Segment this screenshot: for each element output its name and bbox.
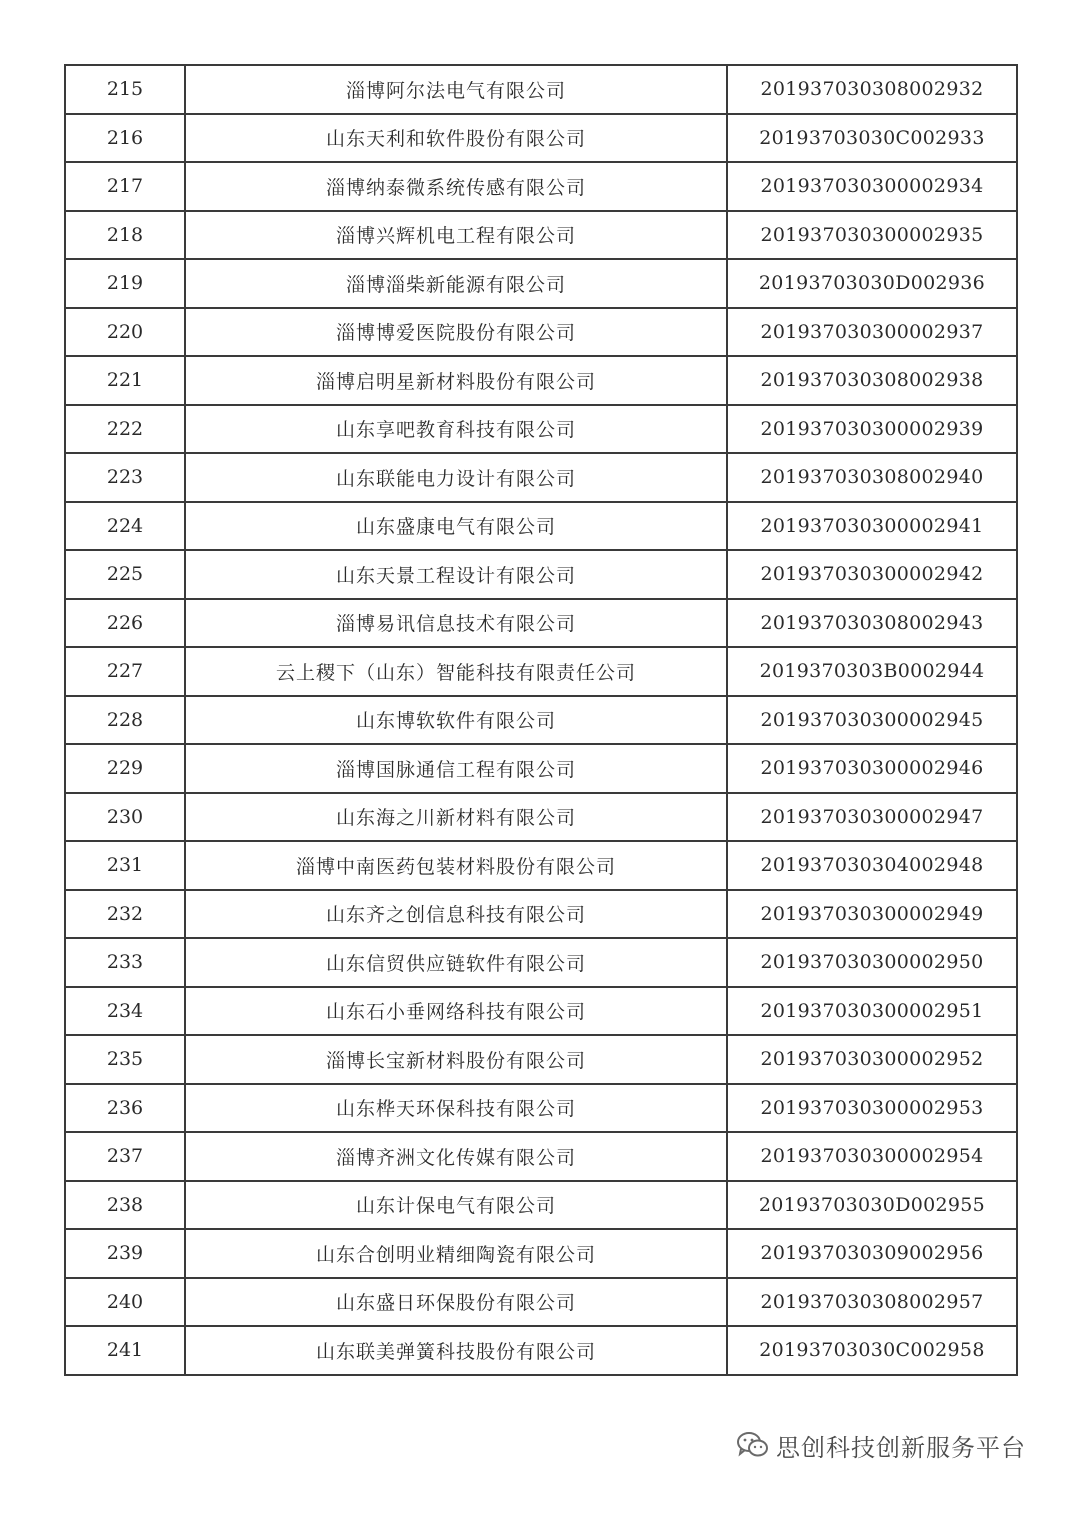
- registration-code: 201937030308002938: [727, 356, 1017, 405]
- table-row: [65, 793, 1017, 842]
- row-number: 228: [65, 696, 185, 745]
- registration-code: 201937030300002954: [727, 1132, 1017, 1181]
- table-row: [65, 259, 1017, 308]
- row-number: 230: [65, 793, 185, 842]
- row-number: 236: [65, 1084, 185, 1133]
- row-number: 219: [65, 259, 185, 308]
- table-row: [65, 890, 1017, 939]
- table-row: [65, 1035, 1017, 1084]
- registration-code: 201937030300002949: [727, 890, 1017, 939]
- row-number: 233: [65, 938, 185, 987]
- registration-code: 201937030300002934: [727, 162, 1017, 211]
- table-row: [65, 987, 1017, 1036]
- registration-code: 201937030309002956: [727, 1229, 1017, 1278]
- company-name: 淄博长宝新材料股份有限公司: [185, 1035, 727, 1084]
- registration-code: 201937030300002953: [727, 1084, 1017, 1133]
- company-name: 山东桦天环保科技有限公司: [185, 1084, 727, 1133]
- registration-code: 201937030308002932: [727, 65, 1017, 114]
- watermark: [736, 1428, 1026, 1462]
- company-name: 云上稷下（山东）智能科技有限责任公司: [185, 647, 727, 696]
- registration-code: 20193703030C002933: [727, 114, 1017, 163]
- company-name: 淄博纳泰微系统传感有限公司: [185, 162, 727, 211]
- row-number: 232: [65, 890, 185, 939]
- company-name: 山东博软软件有限公司: [185, 696, 727, 745]
- registration-code: 201937030300002946: [727, 744, 1017, 793]
- company-name: 山东石小垂网络科技有限公司: [185, 987, 727, 1036]
- table-row: [65, 356, 1017, 405]
- company-name: 山东享吧教育科技有限公司: [185, 405, 727, 454]
- company-name: 淄博国脉通信工程有限公司: [185, 744, 727, 793]
- row-number: 220: [65, 308, 185, 357]
- table-row: [65, 114, 1017, 163]
- table-row: [65, 1229, 1017, 1278]
- row-number: 225: [65, 550, 185, 599]
- table-row: [65, 162, 1017, 211]
- row-number: 231: [65, 841, 185, 890]
- registration-code: 20193703030C002958: [727, 1326, 1017, 1375]
- company-name: 淄博阿尔法电气有限公司: [185, 65, 727, 114]
- company-name: 山东合创明业精细陶瓷有限公司: [185, 1229, 727, 1278]
- table-row: [65, 211, 1017, 260]
- table-row: [65, 696, 1017, 745]
- company-name: 山东盛康电气有限公司: [185, 502, 727, 551]
- registration-code: 201937030304002948: [727, 841, 1017, 890]
- company-name: 淄博兴辉机电工程有限公司: [185, 211, 727, 260]
- registration-code: 201937030300002945: [727, 696, 1017, 745]
- registration-code: 201937030300002952: [727, 1035, 1017, 1084]
- registration-code: 201937030300002937: [727, 308, 1017, 357]
- row-number: 239: [65, 1229, 185, 1278]
- registration-code: 201937030300002942: [727, 550, 1017, 599]
- row-number: 221: [65, 356, 185, 405]
- table-row: [65, 550, 1017, 599]
- row-number: 222: [65, 405, 185, 454]
- company-name: 淄博中南医药包装材料股份有限公司: [185, 841, 727, 890]
- table-row: [65, 65, 1017, 114]
- company-name: 淄博齐洲文化传媒有限公司: [185, 1132, 727, 1181]
- company-name: 淄博易讯信息技术有限公司: [185, 599, 727, 648]
- registration-code: 201937030308002940: [727, 453, 1017, 502]
- table-row: [65, 1132, 1017, 1181]
- row-number: 217: [65, 162, 185, 211]
- table-row: [65, 841, 1017, 890]
- registration-code: 201937030300002941: [727, 502, 1017, 551]
- row-number: 235: [65, 1035, 185, 1084]
- watermark-text: 思创科技创新服务平台: [776, 1433, 1026, 1462]
- table-row: [65, 453, 1017, 502]
- table-row: [65, 647, 1017, 696]
- table-row: [65, 405, 1017, 454]
- registration-code: 201937030300002939: [727, 405, 1017, 454]
- company-name: 山东天利和软件股份有限公司: [185, 114, 727, 163]
- registration-code: 20193703030D002936: [727, 259, 1017, 308]
- company-name: 淄博启明星新材料股份有限公司: [185, 356, 727, 405]
- registration-code: 201937030300002935: [727, 211, 1017, 260]
- table-row: [65, 938, 1017, 987]
- row-number: 237: [65, 1132, 185, 1181]
- company-name: 山东联美弹簧科技股份有限公司: [185, 1326, 727, 1375]
- row-number: 226: [65, 599, 185, 648]
- table-row: [65, 308, 1017, 357]
- table-row: [65, 1278, 1017, 1327]
- company-name: 山东齐之创信息科技有限公司: [185, 890, 727, 939]
- table-row: [65, 1181, 1017, 1230]
- table-row: [65, 599, 1017, 648]
- row-number: 215: [65, 65, 185, 114]
- table-row: [65, 502, 1017, 551]
- registration-code: 2019370303B0002944: [727, 647, 1017, 696]
- row-number: 240: [65, 1278, 185, 1327]
- company-name: 山东计保电气有限公司: [185, 1181, 727, 1230]
- row-number: 224: [65, 502, 185, 551]
- company-name: 淄博淄柴新能源有限公司: [185, 259, 727, 308]
- table-body: [65, 65, 1017, 1375]
- company-name: 山东联能电力设计有限公司: [185, 453, 727, 502]
- registration-code: 201937030300002951: [727, 987, 1017, 1036]
- wechat-icon: [736, 1431, 770, 1459]
- company-name: 山东天景工程设计有限公司: [185, 550, 727, 599]
- row-number: 216: [65, 114, 185, 163]
- row-number: 229: [65, 744, 185, 793]
- row-number: 227: [65, 647, 185, 696]
- table-row: [65, 1084, 1017, 1133]
- row-number: 218: [65, 211, 185, 260]
- company-table: [64, 64, 1018, 1376]
- row-number: 234: [65, 987, 185, 1036]
- registration-code: 20193703030D002955: [727, 1181, 1017, 1230]
- row-number: 241: [65, 1326, 185, 1375]
- registration-code: 201937030300002950: [727, 938, 1017, 987]
- company-name: 淄博博爱医院股份有限公司: [185, 308, 727, 357]
- row-number: 238: [65, 1181, 185, 1230]
- company-name: 山东信贸供应链软件有限公司: [185, 938, 727, 987]
- row-number: 223: [65, 453, 185, 502]
- table-row: [65, 744, 1017, 793]
- company-name: 山东盛日环保股份有限公司: [185, 1278, 727, 1327]
- table-row: [65, 1326, 1017, 1375]
- registration-code: 201937030300002947: [727, 793, 1017, 842]
- registration-code: 201937030308002943: [727, 599, 1017, 648]
- company-name: 山东海之川新材料有限公司: [185, 793, 727, 842]
- registration-code: 201937030308002957: [727, 1278, 1017, 1327]
